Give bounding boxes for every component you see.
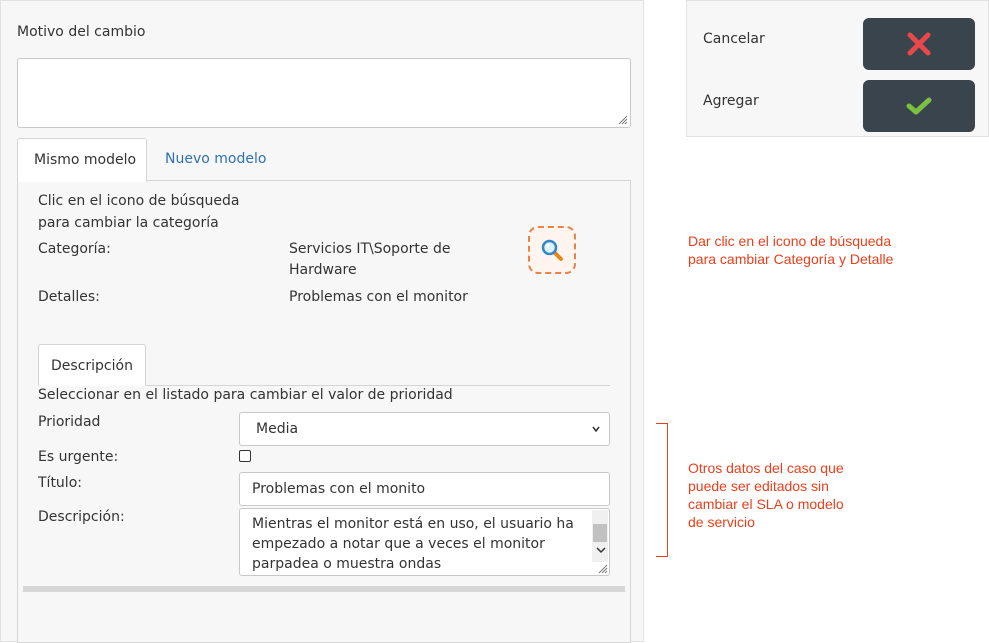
search-annotation [688, 232, 893, 268]
scrollbar-thumb[interactable] [593, 524, 607, 542]
reason-label: Motivo del cambio [17, 24, 146, 40]
priority-select[interactable] [239, 412, 610, 446]
add-label: Agregar [703, 93, 759, 109]
category-value-line2: Hardware [289, 262, 357, 278]
other-annotation-line3: cambiar el SLA o modelo [688, 496, 844, 512]
cancel-label: Cancelar [703, 31, 765, 47]
cancel-button[interactable] [863, 18, 975, 70]
details-value: Problemas con el monitor [289, 289, 468, 305]
category-value-line1: Servicios IT\Soporte de [289, 241, 451, 257]
search-icon [540, 238, 564, 262]
other-annotation-line2: puede ser editados sin [688, 478, 829, 494]
x-icon [906, 31, 932, 57]
priority-selected-value: Media [256, 421, 299, 437]
horizontal-scrollbar[interactable] [23, 586, 625, 592]
search-annotation-line2: para cambiar Categoría y Detalle [688, 251, 894, 267]
priority-label: Prioridad [38, 414, 101, 430]
search-annotation-line1: Dar clic en el icono de búsqueda [688, 233, 892, 249]
tab-new-model[interactable]: Nuevo modelo [165, 151, 267, 167]
annotation-bracket [656, 423, 668, 557]
other-annotation-line1: Otros datos del caso que [688, 460, 844, 476]
description-textarea[interactable] [239, 508, 610, 576]
reason-textarea[interactable] [17, 58, 631, 128]
description-text: Mientras el monitor está en uso, el usuario ha empezado a notar que a veces el monitor parpadea o muestra ondas [252, 516, 574, 572]
other-data-annotation [688, 459, 844, 531]
description-label: Descripción: [38, 509, 125, 525]
action-panel [686, 0, 989, 137]
priority-hint: Seleccionar en el listado para cambiar el valor de prioridad [38, 387, 453, 403]
urgent-checkbox[interactable] [239, 450, 251, 462]
scroll-down-icon[interactable] [595, 545, 607, 555]
details-label: Detalles: [38, 289, 100, 305]
urgent-label: Es urgente: [38, 449, 119, 465]
add-button[interactable] [863, 80, 975, 132]
chevron-down-icon [591, 424, 601, 434]
check-icon [906, 96, 932, 116]
other-annotation-line4: de servicio [688, 514, 755, 530]
instructions-line2: para cambiar la categoría [38, 215, 219, 231]
tab-description[interactable]: Descripción [38, 344, 146, 386]
tab-same-model[interactable]: Mismo modelo [17, 138, 147, 182]
same-model-content [17, 180, 631, 643]
title-input[interactable]: Problemas con el monito [239, 472, 610, 506]
resize-grip-icon[interactable] [596, 562, 608, 574]
category-label: Categoría: [38, 241, 111, 257]
title-label: Título: [38, 475, 82, 491]
instructions-line1: Clic en el icono de búsqueda [38, 193, 240, 209]
category-search-button[interactable] [528, 226, 576, 274]
resize-grip-icon[interactable] [616, 113, 628, 125]
